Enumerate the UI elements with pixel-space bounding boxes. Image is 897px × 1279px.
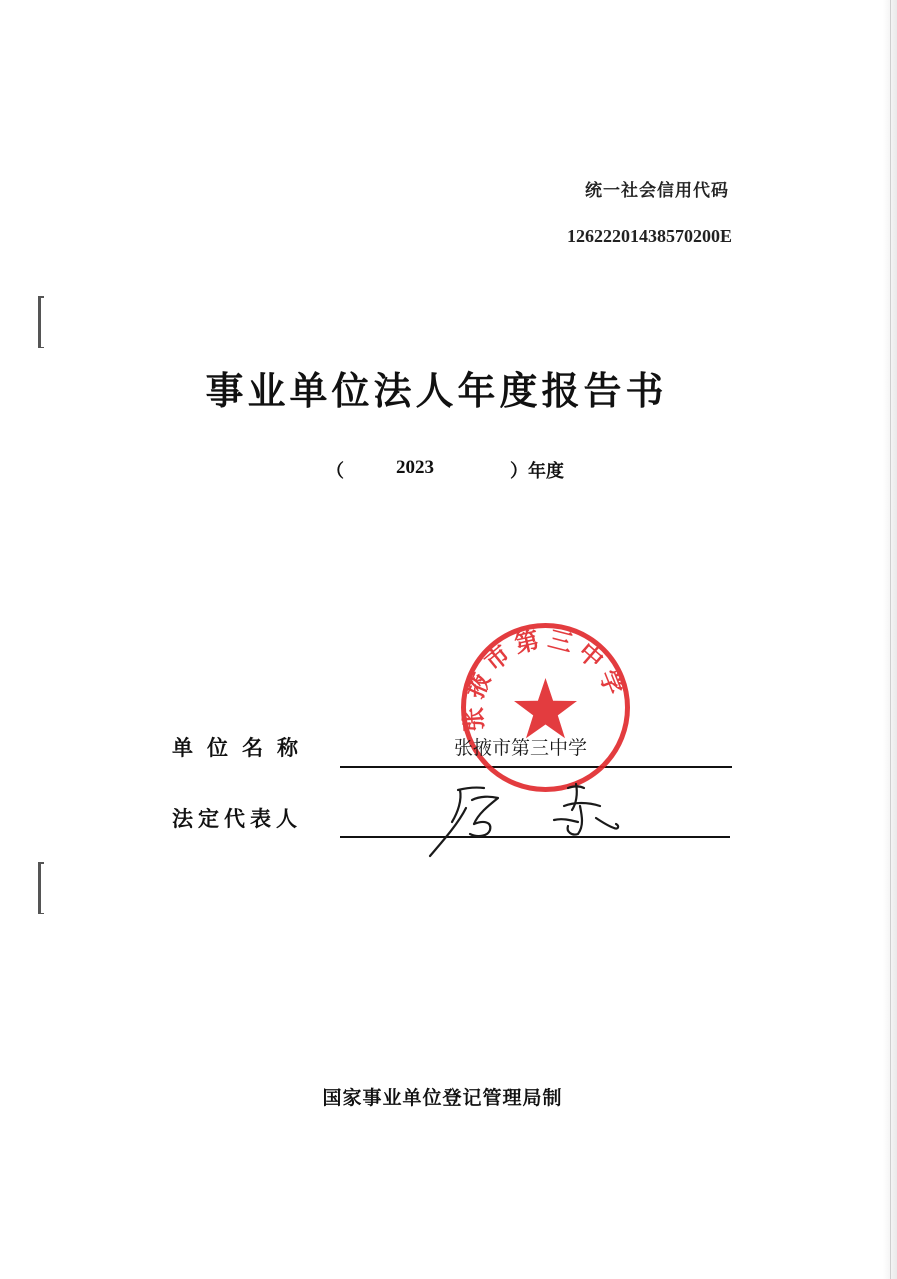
year-suffix: ）年度 xyxy=(510,461,564,482)
unit-name-label: 单位名称 xyxy=(172,736,312,760)
year-open-paren: （ xyxy=(326,461,344,482)
binding-mark-top xyxy=(38,296,41,348)
seal-star-icon xyxy=(514,678,577,738)
seal-text: 张掖市第三中学 xyxy=(458,624,631,733)
report-year: 2023 xyxy=(396,457,434,478)
credit-code-label: 统一社会信用代码 xyxy=(585,181,729,201)
issuer-footer: 国家事业单位登记管理局制 xyxy=(322,1087,563,1109)
credit-code-value: 12622201438570200E xyxy=(567,226,733,246)
report-title: 事业单位法人年度报告书 xyxy=(205,369,668,413)
official-seal xyxy=(458,620,633,795)
legal-rep-label: 法定代表人 xyxy=(172,807,302,831)
handwritten-signature xyxy=(418,778,638,860)
binding-mark-bottom xyxy=(38,862,41,914)
unit-name-value: 张掖市第三中学 xyxy=(454,737,588,759)
